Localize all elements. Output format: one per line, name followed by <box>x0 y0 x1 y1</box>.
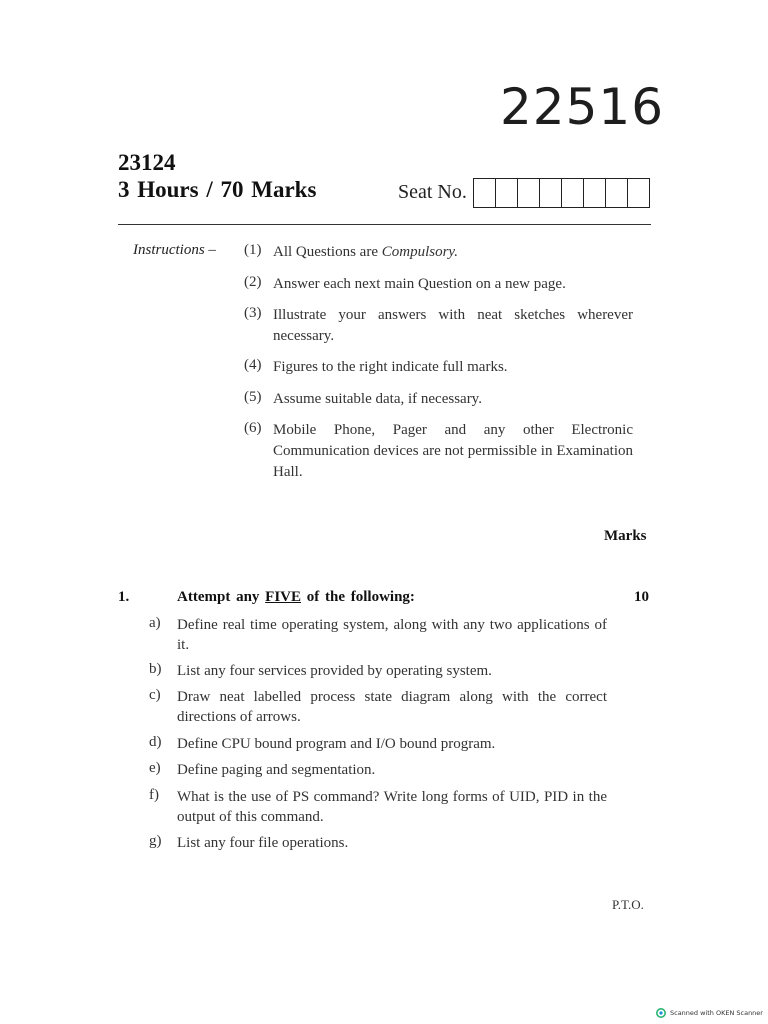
page-turn-over: P.T.O. <box>612 897 644 912</box>
seat-box <box>606 179 628 207</box>
marks-heading: Marks <box>604 528 647 544</box>
seat-box <box>628 179 649 207</box>
scanner-logo-icon <box>656 1008 666 1018</box>
header-divider <box>118 224 651 225</box>
subquestion-label: e) <box>149 760 161 776</box>
seat-number-boxes <box>473 178 650 208</box>
subject-code: 22516 <box>500 78 665 136</box>
subquestion-label: a) <box>149 615 161 631</box>
seat-number-label: Seat No. <box>398 181 467 203</box>
instructions-label: Instructions – <box>133 242 216 258</box>
scanner-text: Scanned with OKEN Scanner <box>670 1009 763 1017</box>
subquestion-text: List any four services provided by operating system. <box>177 663 492 679</box>
instruction-number: (3) <box>244 305 262 321</box>
subquestion-label: c) <box>149 687 161 703</box>
duration-marks: 3 Hours / 70 Marks <box>118 177 317 202</box>
seat-box <box>562 179 584 207</box>
instruction-number: (1) <box>244 242 262 258</box>
scanner-watermark <box>656 1008 763 1018</box>
instruction-number: (4) <box>244 357 262 373</box>
subquestion-text: What is the use of PS command? Write long forms of UID, PID in the output of this command. <box>177 789 607 825</box>
question-title-part: of the following: <box>301 589 415 605</box>
seat-box <box>540 179 562 207</box>
instruction-text <box>273 242 633 263</box>
instruction-number: (2) <box>244 274 262 290</box>
instruction-text: Answer each next main Question on a new page. <box>273 276 566 292</box>
instruction-number: (6) <box>244 420 262 436</box>
subquestion-label: g) <box>149 833 162 849</box>
seat-box <box>518 179 540 207</box>
instruction-text: Illustrate your answers with neat sketches wherever necessary. <box>273 307 633 344</box>
seat-box <box>474 179 496 207</box>
seat-box <box>584 179 606 207</box>
subquestion-label: d) <box>149 734 162 750</box>
paper-code: 23124 <box>118 150 176 175</box>
subquestion-text: Define paging and segmentation. <box>177 762 376 778</box>
instruction-text-emphasis: Compulsory. <box>381 244 458 260</box>
question-marks: 10 <box>634 589 649 605</box>
subquestion-label: b) <box>149 661 162 677</box>
subquestion-text: List any four file operations. <box>177 835 349 851</box>
instruction-text: Mobile Phone, Pager and any other Electronic Communication devices are not permissible in Examination Hall. <box>273 422 633 480</box>
subquestion-text: Define real time operating system, along with any two applications of it. <box>177 617 607 653</box>
instruction-text-part: All Questions are <box>273 244 382 260</box>
subquestion-text: Define CPU bound program and I/O bound program. <box>177 736 496 752</box>
instruction-text: Assume suitable data, if necessary. <box>273 391 482 407</box>
question-title-underlined: FIVE <box>265 589 301 605</box>
subquestion-label: f) <box>149 787 159 803</box>
question-title-part: Attempt any <box>177 589 266 605</box>
question-number: 1. <box>118 589 130 605</box>
instruction-number: (5) <box>244 389 262 405</box>
question-title <box>177 589 415 606</box>
seat-box <box>496 179 518 207</box>
subquestion-text: Draw neat labelled process state diagram along with the correct directions of arrows. <box>177 689 607 725</box>
instruction-text: Figures to the right indicate full marks. <box>273 359 508 375</box>
